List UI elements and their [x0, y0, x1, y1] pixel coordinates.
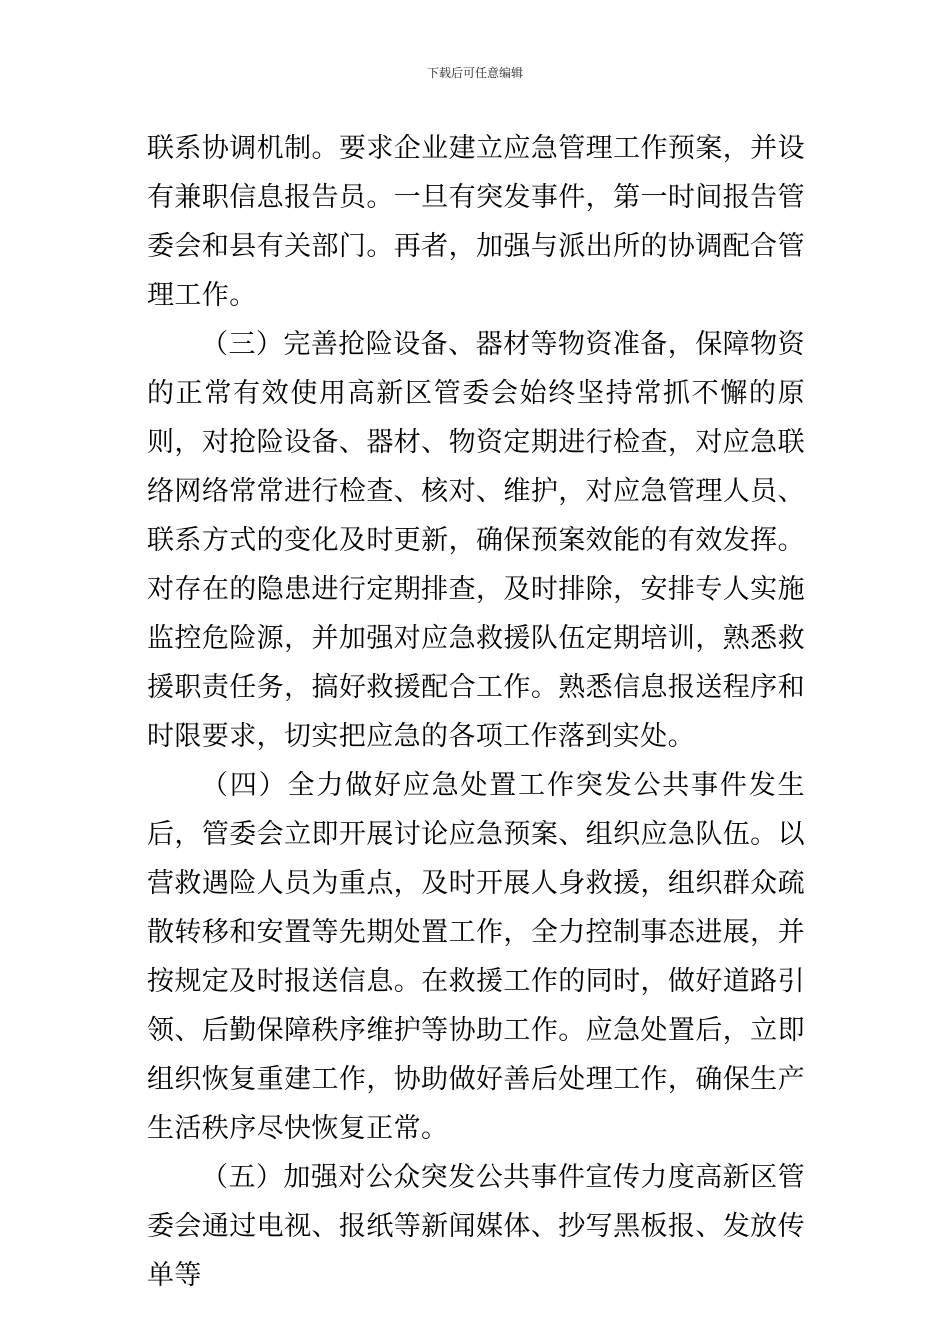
paragraph-3: （四）全力做好应急处置工作突发公共事件发生后，管委会立即开展讨论应急预案、组织应急队伍。以营救遇险人员为重点，及时开展人身救援，组织群众疏散转移和安置等先期处置工作，全力控制事态进展，并按规定及时报送信息。在救援工作的同时，做好道路引领、后勤保障秩序维护等协助工作。应急处置后，立即组织恢复重建工作，协助做好善后处理工作，确保生产生活秩序尽快恢复正常。 — [147, 770, 805, 1144]
page-header-note: 下载后可任意编辑 — [426, 66, 523, 80]
paragraph-2: （三）完善抢险设备、器材等物资准备，保障物资的正常有效使用高新区管委会始终坚持常抓不懈的原则，对抢险设备、器材、物资定期进行检查，对应急联络网络常常进行检查、核对、维护，对应急管理人员、联系方式的变化及时更新，确保预案效能的有效发挥。对存在的隐患进行定期排查，及时排除，安排专人实施监控危险源，并加强对应急救援队伍定期培训，熟悉救援职责任务，搞好救援配合工作。熟悉信息报送程序和时限要求，切实把应急的各项工作落到实处。 — [147, 329, 805, 752]
paragraph-1: 联系协调机制。要求企业建立应急管理工作预案，并设有兼职信息报告员。一旦有突发事件，第一时间报告管委会和县有关部门。再者，加强与派出所的协调配合管理工作。 — [147, 133, 805, 311]
paragraph-4: （五）加强对公众突发公共事件宣传力度高新区管委会通过电视、报纸等新闻媒体、抄写黑板报、发放传单等 — [147, 1162, 805, 1291]
document-body — [147, 124, 805, 1300]
